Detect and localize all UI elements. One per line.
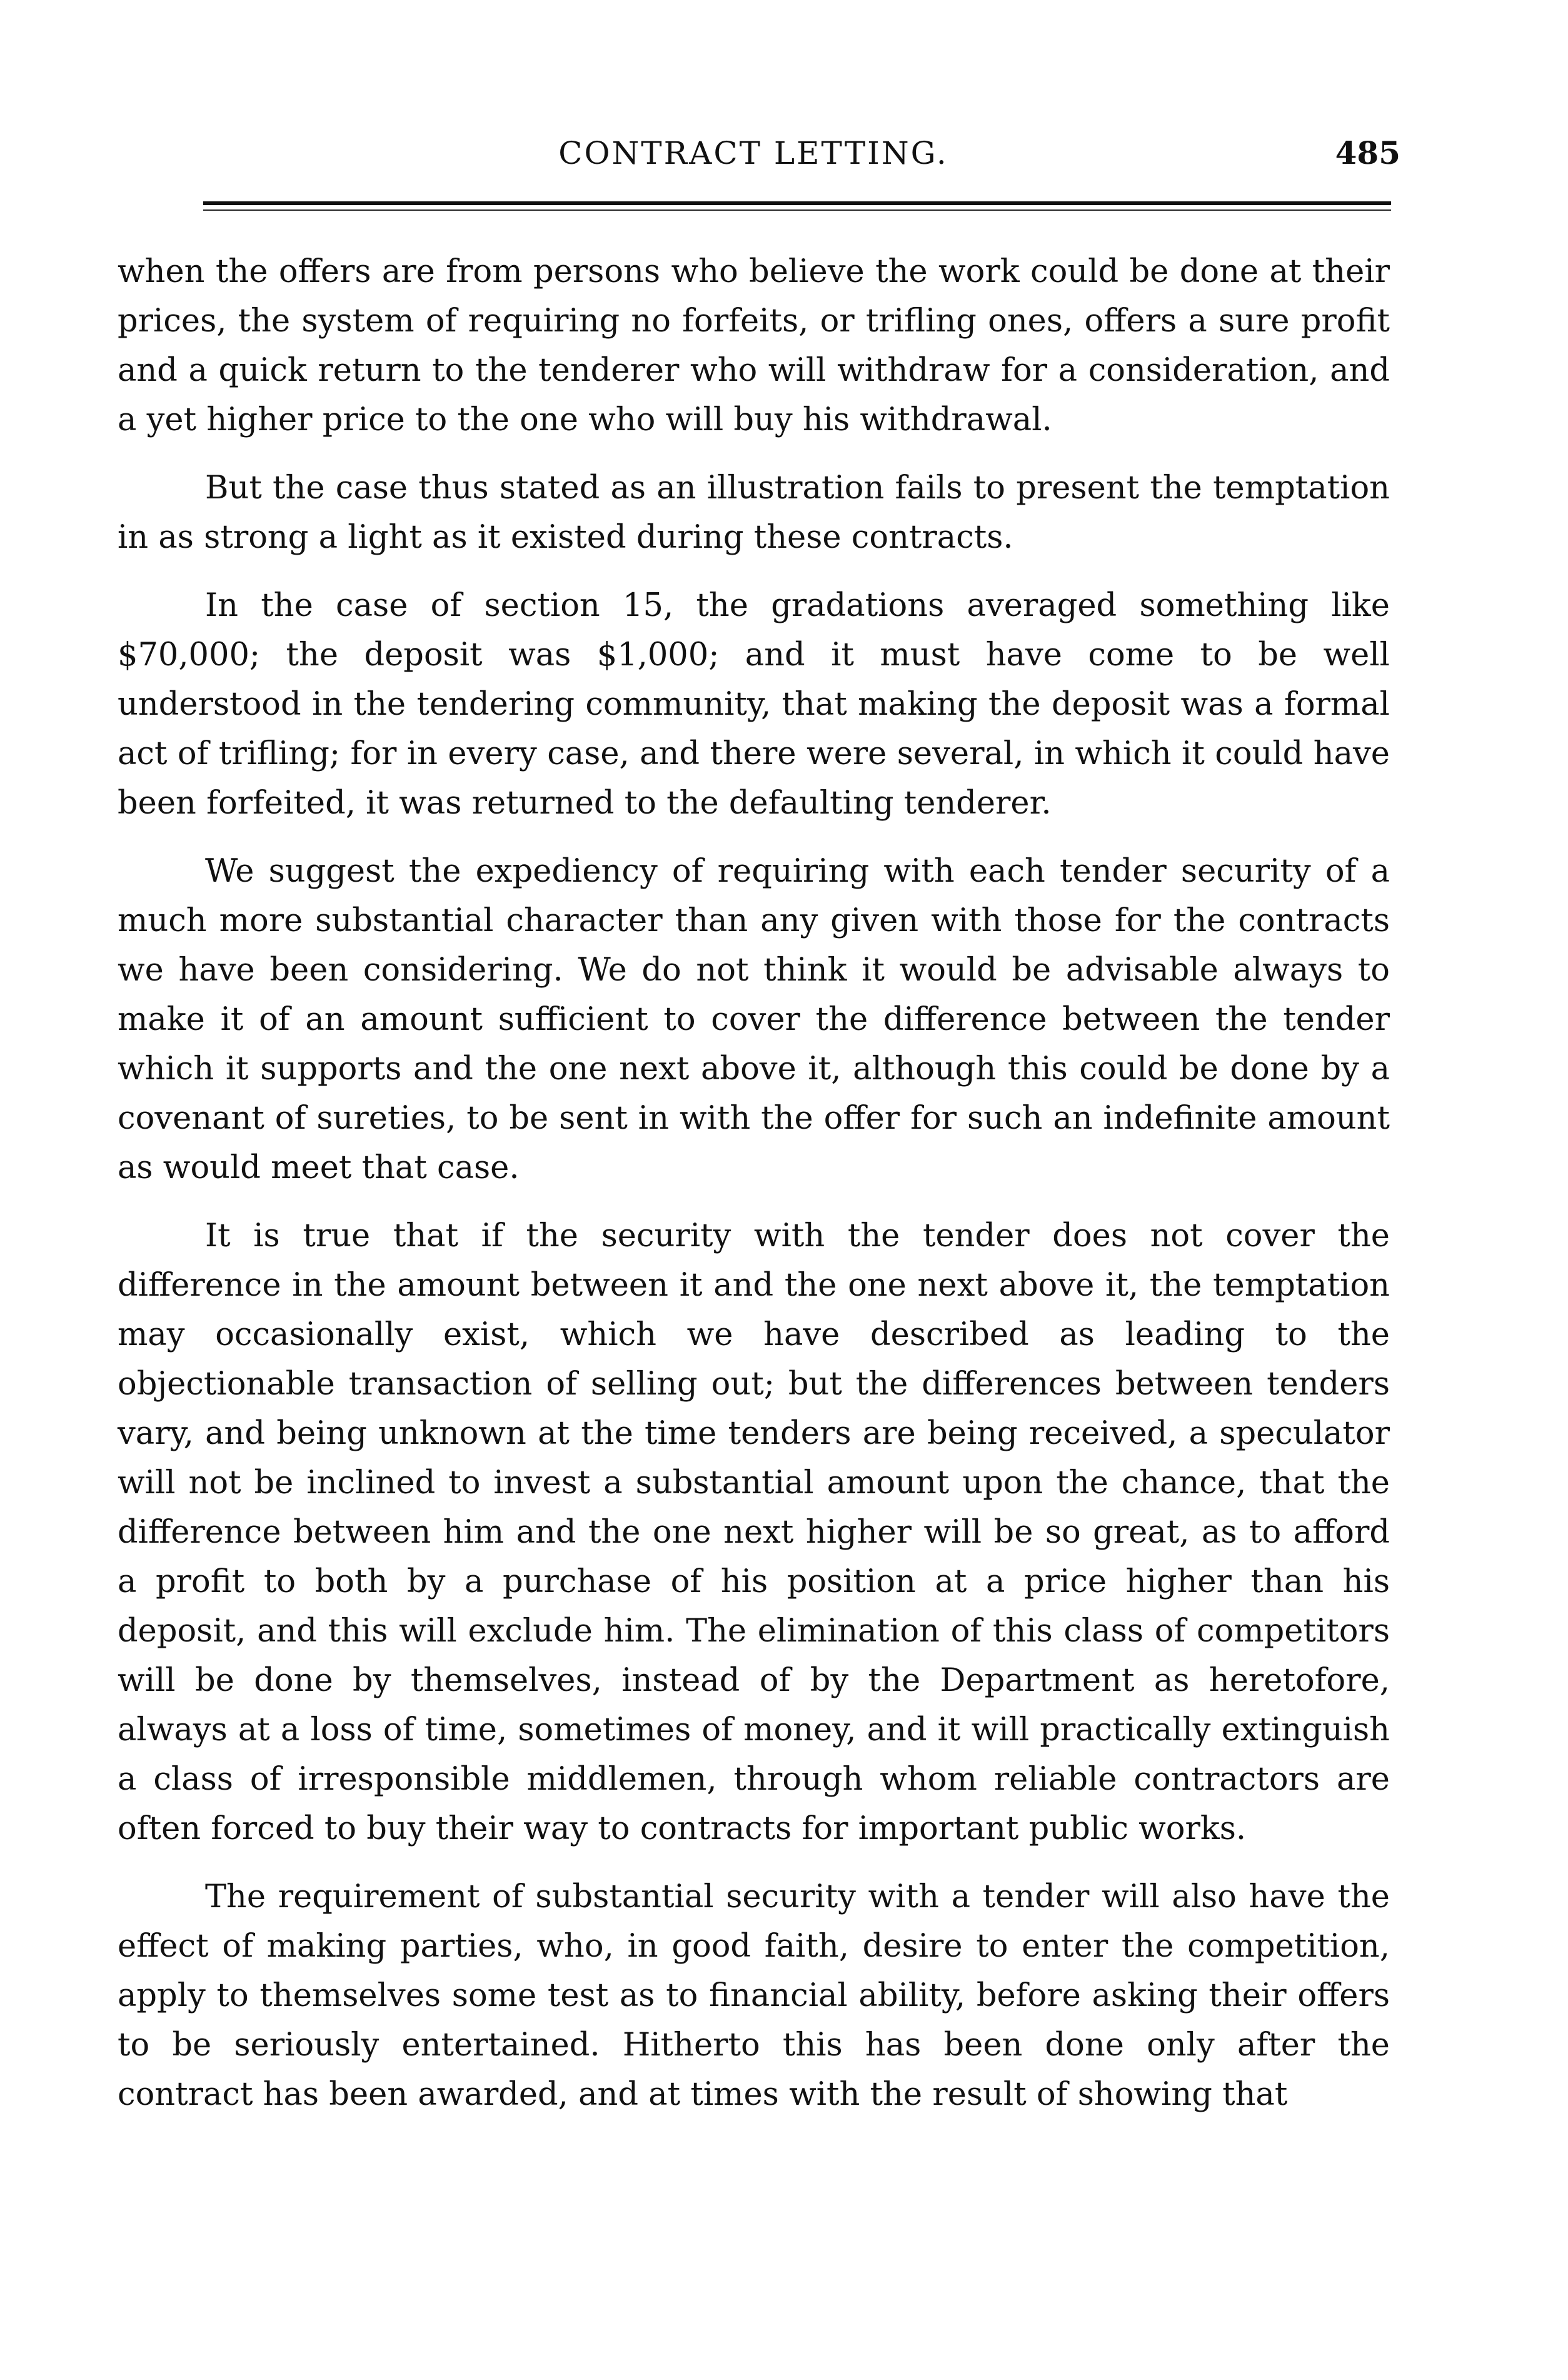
header-rule bbox=[203, 201, 1391, 205]
paragraph: The requirement of substantial security with a tender will also have the effect of making parties, who, in good faith, desire to enter the competition, apply to themselves some test as to financial ability, before asking their offers to be seriously entertained. Hitherto this has been done only after the contract has been awarded, and at times with the result of showing that bbox=[118, 1878, 1390, 2113]
paragraph-continued: when the offers are from persons who believe the work could be done at their prices, the system of requiring no forfeits, or trifling ones, offers a sure profit and a quick return to the tenderer who will withdraw for a consideration, and a yet higher price to the one who will buy his withdrawal. bbox=[118, 253, 1390, 438]
header-rule-thin bbox=[203, 209, 1391, 211]
running-head bbox=[113, 131, 1400, 181]
page-number: 485 bbox=[1335, 134, 1400, 171]
paragraph: It is true that if the security with the tender does not cover the difference in the amount between it and the one next above it, the temptation may occasionally exist, which we have described as leading to the objectionable transaction of selling out; but the differences between tenders vary, and being unknown at the time tenders are being received, a speculator will not be inclined to invest a substantial amount upon the chance, that the difference between him and the one next higher will be so great, as to afford a profit to both by a purchase of his position at a price higher than his deposit, and this will exclude him. The elimination of this class of competitors will be done by themselves, instead of by the Department as heretofore, always at a loss of time, sometimes of money, and it will practically extinguish a class of irresponsible middlemen, through whom reliable contractors are often forced to buy their way to contracts for important public works. bbox=[118, 1218, 1390, 1847]
paragraph: In the case of section 15, the gradations averaged something like $70,000; the deposit was $1,000; and it must have come to be well understood in the tendering community, that making the deposit was a formal act of trifling; for in every case, and there were several, in which it could have been forfeited, it was returned to the defaulting tenderer. bbox=[118, 587, 1390, 822]
paragraph: We suggest the expediency of requiring with each tender security of a much more substantial character than any given with those for the contracts we have been considering. We do not think it would be advisable always to make it of an amount sufficient to cover the difference between the tender which it supports and the one next above it, although this could be done by a covenant of sureties, to be sent in with the offer for such an indefinite amount as would meet that case. bbox=[118, 853, 1390, 1186]
body-text bbox=[118, 247, 1390, 2138]
paragraph: But the case thus stated as an illustration fails to present the temptation in as strong a light as it existed during these contracts. bbox=[118, 470, 1390, 556]
running-title: CONTRACT LETTING. bbox=[558, 135, 948, 171]
